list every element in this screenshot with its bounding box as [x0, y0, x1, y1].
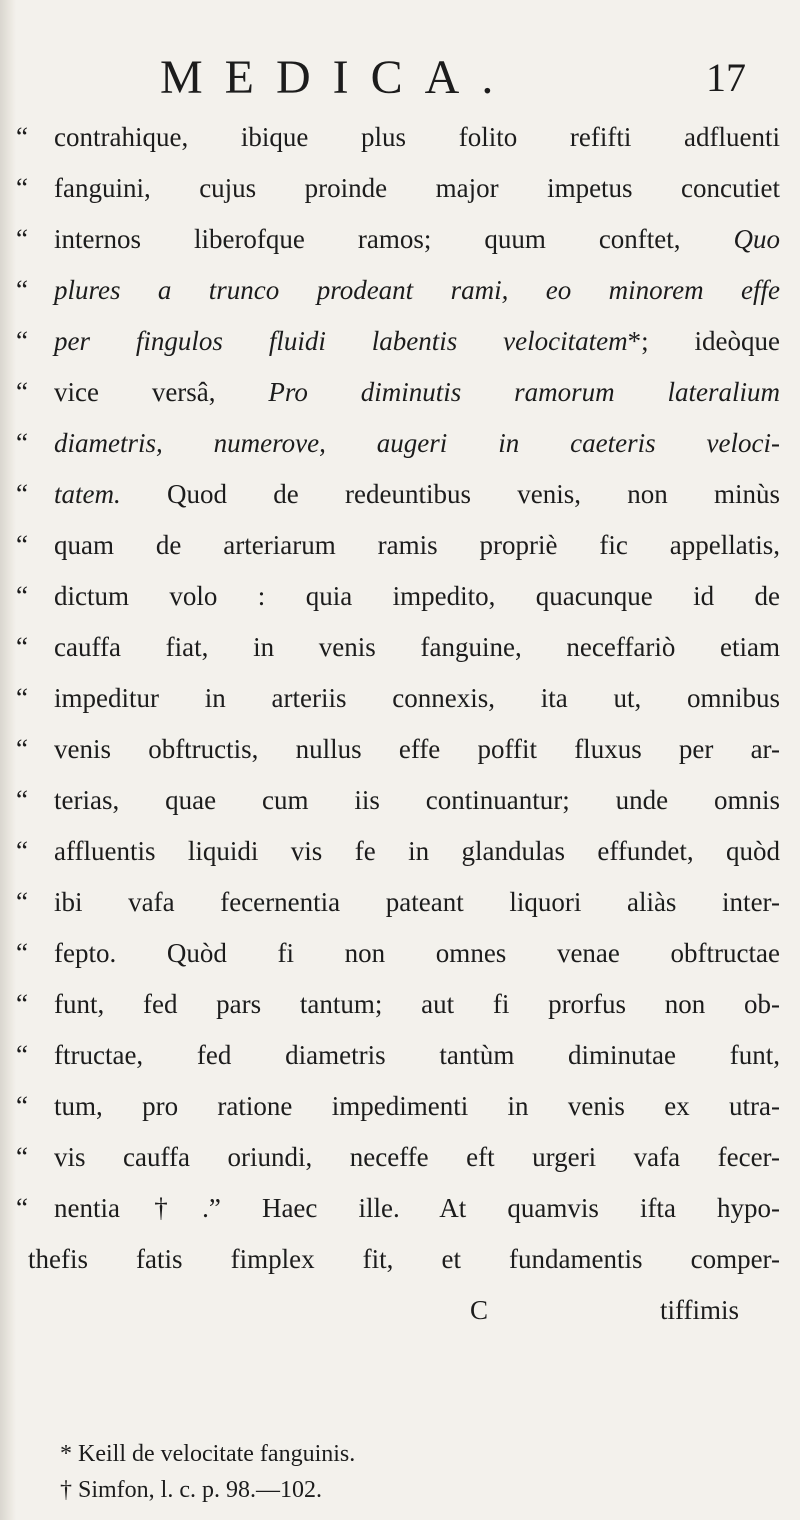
roman-text: affluentis liquidi vis fe in glandulas effundet, quòd [54, 836, 780, 866]
quote-mark: “ [16, 1091, 28, 1121]
line-text [54, 367, 780, 418]
roman-text: ftructae, fed diametris tantùm diminutae funt, [54, 1040, 780, 1070]
page-header [0, 48, 800, 108]
quote-mark: “ [16, 275, 28, 305]
roman-text: venis obftructis, nullus effe poffit fluxus per ar- [54, 734, 780, 764]
line-text [54, 928, 780, 979]
footnote-text: Simfon, l. c. p. 98.—102. [78, 1477, 322, 1503]
line-text [54, 775, 780, 826]
text-line [0, 928, 800, 979]
roman-text: tum, pro ratione impedimenti in venis ex utra- [54, 1091, 780, 1121]
body-text [0, 112, 800, 1285]
roman-text: funt, fed pars tantum; aut fi prorfus non ob- [54, 989, 780, 1019]
line-text [54, 826, 780, 877]
text-line [0, 622, 800, 673]
roman-text: fepto. Quòd fi non omnes venae obftructae [54, 938, 780, 968]
line-text [54, 469, 780, 520]
text-line [0, 469, 800, 520]
quote-mark: “ [16, 122, 28, 152]
signature-mark: C [470, 1295, 489, 1325]
roman-text: contrahique, ibique plus folito refifti adfluenti [54, 122, 780, 152]
text-line [0, 571, 800, 622]
signature-line [0, 1285, 800, 1336]
text-line [0, 520, 800, 571]
text-line [0, 112, 800, 163]
roman-text: fanguini, cujus proinde major impetus concutiet [54, 173, 780, 203]
line-text [28, 1234, 780, 1285]
quote-mark: “ [16, 173, 28, 203]
line-text [54, 1030, 780, 1081]
line-text [54, 1132, 780, 1183]
quote-mark: “ [16, 1142, 28, 1172]
text-line [0, 724, 800, 775]
text-line [0, 877, 800, 928]
roman-text: terias, quae cum iis continuantur; unde omnis [54, 785, 780, 815]
italic-text: per fingulos fluidi labentis velocitatem [54, 326, 628, 356]
roman-text: thefis fatis fimplex fit, et fundamentis comper- [28, 1244, 780, 1274]
roman-text: cauffa fiat, in venis fanguine, neceffariò etiam [54, 632, 780, 662]
quote-mark: “ [16, 989, 28, 1019]
roman-text: internos liberofque ramos; quum conftet, [54, 224, 734, 254]
italic-text: Quo [733, 224, 780, 254]
quote-mark: “ [16, 1040, 28, 1070]
line-text [54, 724, 780, 775]
roman-text: ibi vafa fecernentia pateant liquori aliàs inter- [54, 887, 780, 917]
footnote [60, 1436, 760, 1472]
italic-text: diametris, numerove, augeri in caeteris veloci- [54, 428, 780, 458]
line-text [54, 520, 780, 571]
quote-mark: “ [16, 785, 28, 815]
text-line [0, 673, 800, 724]
text-line [0, 1132, 800, 1183]
quote-mark: “ [16, 734, 28, 764]
line-text [54, 163, 780, 214]
text-line [0, 214, 800, 265]
quote-mark: “ [16, 632, 28, 662]
text-line [0, 1081, 800, 1132]
roman-text: vice versâ, [54, 377, 269, 407]
line-text [54, 112, 780, 163]
quote-mark: “ [16, 428, 28, 458]
footnote-mark: † [60, 1477, 72, 1503]
line-text [54, 418, 780, 469]
text-line [0, 826, 800, 877]
text-line [0, 1030, 800, 1081]
text-line [0, 1183, 800, 1234]
line-text [54, 1183, 780, 1234]
footnote [60, 1472, 760, 1508]
text-line [0, 979, 800, 1030]
text-line [0, 775, 800, 826]
page-number: 17 [706, 55, 746, 100]
quote-mark: “ [16, 581, 28, 611]
line-text [54, 214, 780, 265]
quote-mark: “ [16, 377, 28, 407]
quote-mark: “ [16, 224, 28, 254]
quote-mark: “ [16, 479, 28, 509]
italic-text: Pro diminutis ramorum lateralium [268, 377, 780, 407]
line-text [54, 1081, 780, 1132]
line-text [54, 316, 780, 367]
roman-text: quam de arteriarum ramis propriè fic appellatis, [54, 530, 780, 560]
footnote-text: Keill de velocitate fanguinis. [78, 1441, 356, 1467]
roman-text: Quod de redeuntibus venis, non minùs [120, 479, 780, 509]
text-line [0, 163, 800, 214]
quote-mark: “ [16, 836, 28, 866]
quote-mark: “ [16, 887, 28, 917]
text-line [0, 316, 800, 367]
quote-mark: “ [16, 938, 28, 968]
line-text [54, 265, 780, 316]
text-line [0, 265, 800, 316]
roman-text: nentia†.” Haec ille. At quamvis ifta hypo- [54, 1193, 780, 1223]
text-line [0, 418, 800, 469]
italic-text: tatem. [54, 479, 121, 509]
line-text [54, 877, 780, 928]
catchword: tiffimis [660, 1295, 740, 1325]
quote-mark: “ [16, 683, 28, 713]
line-text [54, 571, 780, 622]
roman-text: dictum volo : quia impedito, quacunque id de [54, 581, 780, 611]
line-text [54, 673, 780, 724]
footnote-mark: * [60, 1441, 72, 1467]
running-title: MEDICA. [160, 51, 516, 104]
quote-mark: “ [16, 326, 28, 356]
line-text [54, 979, 780, 1030]
roman-text: impeditur in arteriis connexis, ita ut, omnibus [54, 683, 780, 713]
quote-mark: “ [16, 1193, 28, 1223]
roman-text: *; ideòque [627, 326, 780, 356]
quote-mark: “ [16, 530, 28, 560]
line-text [54, 622, 780, 673]
text-line [0, 367, 800, 418]
roman-text: vis cauffa oriundi, neceffe eft urgeri vafa fecer- [54, 1142, 780, 1172]
italic-text: plures a trunco prodeant rami, eo minorem effe [54, 275, 780, 305]
footnotes [60, 1436, 760, 1508]
text-line [0, 1234, 800, 1285]
